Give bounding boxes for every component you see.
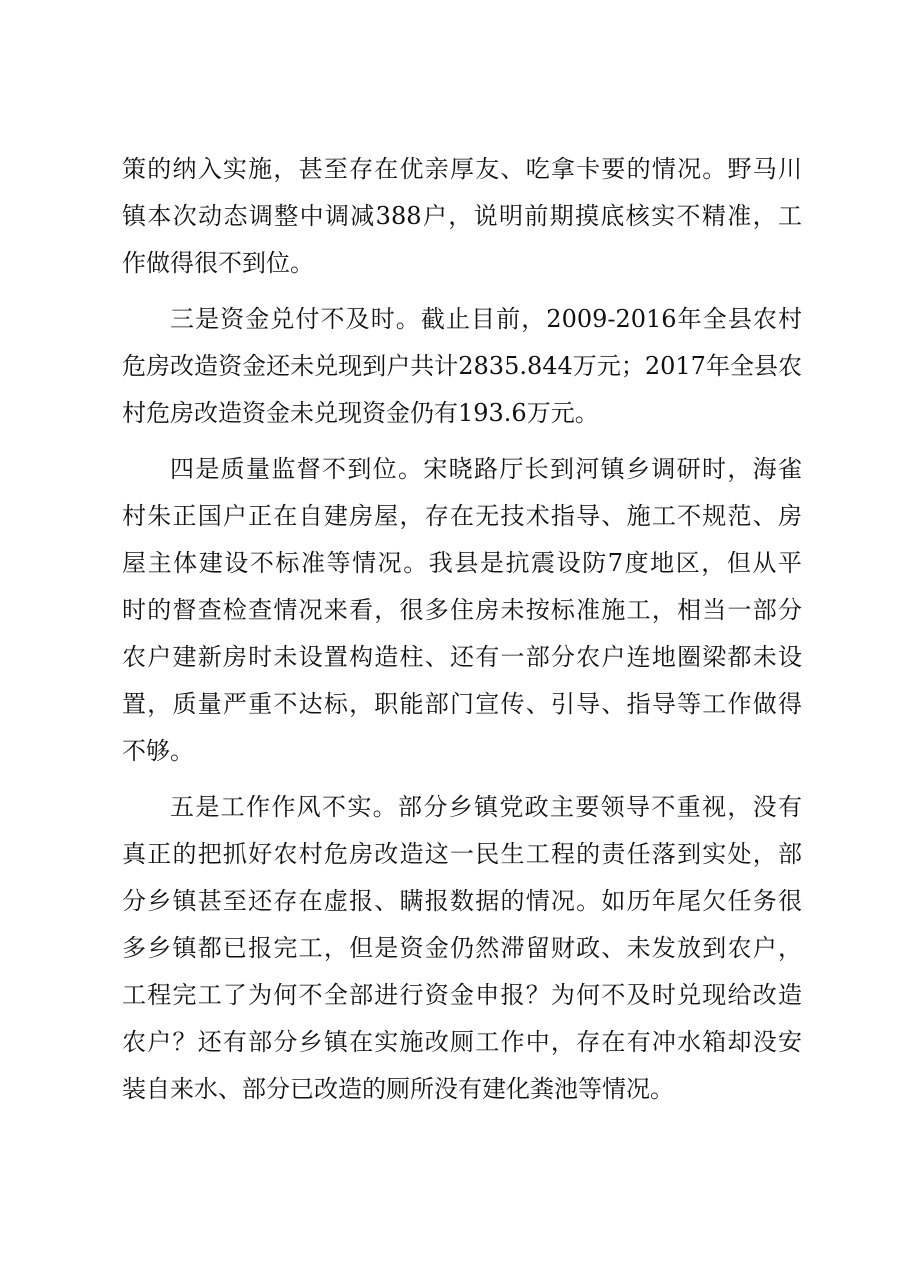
- paragraph-line: 多乡镇都已报完工，但是资金仍然滞留财政、未发放到农户，: [122, 934, 802, 962]
- paragraph-line: 屋主体建设不标准等情况。我县是抗震设防7度地区，但从平: [122, 549, 802, 577]
- paragraph-line: 四是质量监督不到位。宋晓路厅长到河镇乡调研时，海雀: [170, 455, 802, 483]
- paragraph-4: [122, 784, 802, 1113]
- paragraph-line: 分乡镇甚至还存在虚报、瞒报数据的情况。如历年尾欠任务很: [122, 887, 802, 915]
- paragraph-line: 不够。: [122, 737, 194, 765]
- paragraph-line: 农户建新房时未设置构造柱、还有一部分农户连地圈梁都未设: [122, 643, 802, 671]
- paragraph-line: 镇本次动态调整中调减388户，说明前期摸底核实不精准，工: [122, 202, 802, 230]
- paragraph-line: 村朱正国户正在自建房屋，存在无技术指导、施工不规范、房: [122, 502, 802, 530]
- paragraph-line: 时的督查检查情况来看，很多住房未按标准施工，相当一部分: [122, 596, 802, 624]
- paragraph-line: 五是工作作风不实。部分乡镇党政主要领导不重视，没有: [170, 793, 802, 821]
- paragraph-line: 真正的把抓好农村危房改造这一民生工程的责任落到实处，部: [122, 840, 802, 868]
- paragraph-line: 装自来水、部分已改造的厕所没有建化粪池等情况。: [122, 1075, 674, 1103]
- paragraph-line: 三是资金兑付不及时。截止目前，2009-2016年全县农村: [170, 305, 802, 333]
- paragraph-line: 危房改造资金还未兑现到户共计2835.844万元；2017年全县农: [122, 352, 802, 380]
- paragraph-line: 村危房改造资金未兑现资金仍有193.6万元。: [122, 399, 599, 427]
- document-body: [122, 146, 802, 1113]
- paragraph-1: [122, 146, 802, 287]
- paragraph-line: 农户？还有部分乡镇在实施改厕工作中，存在有冲水箱却没安: [122, 1028, 802, 1056]
- paragraph-3: [122, 446, 802, 775]
- paragraph-line: 工程完工了为何不全部进行资金申报？为何不及时兑现给改造: [122, 981, 802, 1009]
- paragraph-line: 策的纳入实施，甚至存在优亲厚友、吃拿卡要的情况。野马川: [122, 155, 802, 183]
- paragraph-line: 作做得很不到位。: [122, 249, 314, 277]
- paragraph-line: 置，质量严重不达标，职能部门宣传、引导、指导等工作做得: [122, 690, 802, 718]
- paragraph-2: [122, 296, 802, 437]
